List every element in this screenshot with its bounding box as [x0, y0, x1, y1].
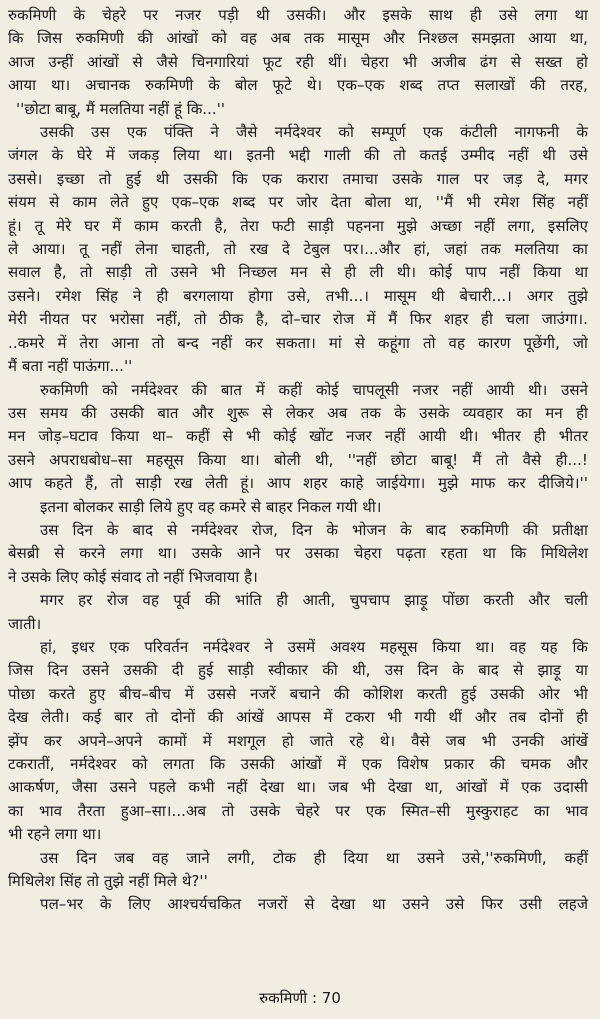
text-line: मेरी नीयत पर भरोसा नहीं, तो ठीक है, दो–चार रोज में मैं फिर शहर ही चला जाउंगा।.	[8, 310, 588, 329]
text-line: जिस दिन उसने उसकी दी हुई साड़ी स्वीकार की थी, उस दिन के बाद से झाड़ू या	[8, 661, 588, 680]
body-text	[8, 4, 588, 917]
text-line: पोछा करते हुए बीच–बीच में उससे नजरें बचाने की कोशिश करती हुई उसकी ओर भी	[8, 684, 588, 703]
text-line: भी रहने लगा था।	[8, 825, 102, 844]
text-line: मिथिलेश सिंह तो तुझे नहीं मिले थे?''	[8, 872, 208, 891]
text-line: आकर्षण, जैसा उसने पहले कभी नहीं देखा था। जब भी देखा था, आंखों में एक उदासी	[8, 778, 588, 797]
text-line: आप कहते हैं, तो साड़ी रख लेती हूं। आप शहर काहे जाईयेगा। मुझे माफ कर दीजिये।''	[8, 474, 588, 493]
text-line: ले आया। तू नहीं लेना चाहती, तो रख दे टेबुल पर।...और हां, जहां तक मलतिया का	[8, 240, 588, 259]
text-line: मन जोड़–घटाव किया था– कहीं से भी कोई खोंट नजर नहीं आयी थी। भीतर ही भीतर	[8, 427, 588, 446]
text-line: ''छोटा बाबू, मैं मलतिया नहीं हूं कि...''	[16, 99, 226, 118]
text-line: जाती।	[8, 614, 42, 633]
text-line: झेंप कर अपने–अपने कामों में मशगूल हो जाते रहे थे। वैसे जब भी उनकी आंखें	[8, 731, 588, 750]
text-line: उस दिन जब वह जाने लगी, टोक ही दिया था उसने उसे,''रुकमिणी, कहीं	[40, 848, 588, 867]
text-line: उसकी उस एक पंक्ति ने जैसे नर्मदेश्वर को सम्पूर्ण एक कंटीली नागफनी के	[40, 123, 588, 142]
text-line: संयम से काम लेते हुए एक–एक शब्द पर जोर देता बोला था, ''मैं भी रमेश सिंह नहीं	[8, 193, 588, 212]
text-line: उससे। इच्छा तो हुई थी उसकी कि एक करारा तमाचा उसके गाल पर जड़ दे, मगर	[8, 169, 588, 188]
text-line: उसने। रमेश सिंह ने ही बरगलाया होगा उसे, तभी...। मासूम थी बेचारी...। अगर तुझे	[8, 286, 588, 305]
text-line: देख लेती। कई बार तो दोनों की आंखें आपस में टकरा भी गयी थीं और तब दोनों ही	[8, 708, 588, 727]
text-line: पल–भर के लिए आश्चर्यचकित नजरों से देखा था उसने उसे फिर उसी लहजे	[40, 895, 588, 914]
text-line: ने उसके लिए कोई संवाद तो नहीं भिजवाया है।	[8, 567, 258, 586]
text-line: आया था। अचानक रुकमिणी के बोल फूटे थे। एक–एक शब्द तप्त सलाखों की तरह,	[8, 76, 588, 95]
text-line: हां, इधर एक परिवर्तन नर्मदेश्वर ने उसमें अवश्य महसूस किया था। वह यह कि	[40, 637, 588, 656]
text-line: उसने अपराधबोध–सा महसूस किया था। बोली थी, ''नहीं छोटा बाबू! मैं तो वैसे ही...!	[8, 450, 588, 469]
text-line: बेसब्री से करने लगा था। उसके आने पर उसका चेहरा पढ़ता रहता था कि मिथिलेश	[8, 544, 588, 563]
text-line: इतना बोलकर साड़ी लिये हुए वह कमरे से बाहर निकल गयी थी।	[40, 497, 382, 516]
text-line: कि जिस रुकमिणी की आंखों को वह अब तक मासूम और निश्छल समझता आया था,	[8, 29, 588, 48]
text-line: टकरातीं, नर्मदेश्वर को लगता कि उसकी आंखों में एक विशेष प्रकार की चमक और	[8, 755, 588, 773]
text-line: सवाल है, तो साड़ी तो उसने भी निच्छल मन से ही ली थी। कोई पाप नहीं किया था	[8, 263, 588, 282]
text-line: मैं बता नहीं पाऊंगा...''	[8, 357, 133, 376]
text-line: मगर हर रोज वह पूर्व की भांति ही आती, चुपचाप झाड़ू पोंछा करती और चली	[40, 591, 588, 610]
text-line: रुकमिणी के चेहरे पर नजर पड़ी थी उसकी। और इसके साथ ही उसे लगा था	[8, 6, 588, 24]
text-line: जंगल के घेरे में जकड़ लिया था। इतनी भद्दी गाली की तो कतई उम्मीद नहीं थी उसे	[8, 146, 588, 165]
text-line: हूं। तू मेरे घर में काम करती है, तेरा फटी साड़ी पहनना मुझे अच्छा नहीं लगा, इसलिए	[8, 216, 588, 235]
text-line: आज उन्हीं आंखों से जैसे चिनगारियां फूट रही थीं। चेहरा भी अजीब ढंग से सख्त हो	[8, 52, 588, 71]
text-line: का भाव तैरता हुआ–सा।...अब तो उसके चेहरे पर एक स्मित–सी मुस्कुराहट का भाव	[8, 801, 588, 820]
text-line: उस दिन के बाद से नर्मदेश्वर रोज, दिन के भोजन के बाद रुकमिणी की प्रतीक्षा	[40, 520, 588, 539]
page-footer: रुकमिणी : 70	[259, 989, 341, 1007]
text-line: उस समय की उसकी बात और शुरू से लेकर अब तक के उसके व्यवहार का मन ही	[8, 403, 588, 422]
text-line: रुकमिणी को नर्मदेश्वर की बात में कहीं कोई चापलूसी नजर नहीं आयी थी। उसने	[40, 380, 588, 399]
text-line: ..कमरे में तेरा आना तो बन्द नहीं कर सकता। मां से कहूंगा तो वह कारण पूछेंगी, जो	[8, 333, 588, 352]
